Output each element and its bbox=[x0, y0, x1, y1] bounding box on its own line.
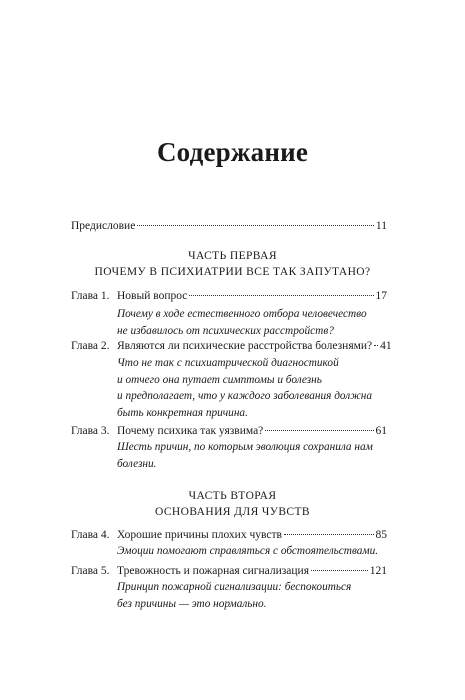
part-heading bbox=[0, 248, 465, 280]
chapter-number: Глава 2. bbox=[71, 340, 110, 352]
entry-page: 85 bbox=[375, 529, 387, 541]
chapter-description: Почему в ходе естественного отбора человечество не избавилось от психических расстройств? bbox=[117, 308, 367, 337]
toc-entry-chapter-5[interactable] bbox=[117, 564, 387, 578]
dot-leader bbox=[189, 295, 373, 296]
dot-leader bbox=[265, 430, 373, 431]
part-number: ЧАСТЬ ВТОРАЯ bbox=[188, 490, 277, 502]
entry-page: 17 bbox=[375, 290, 387, 302]
entry-label: Почему психика так уязвима? bbox=[117, 425, 264, 437]
entry-page: 11 bbox=[375, 220, 387, 232]
chapter-number: Глава 3. bbox=[71, 425, 110, 437]
chapter-number: Глава 4. bbox=[71, 529, 110, 541]
entry-label: Тревожность и пожарная сигнализация bbox=[117, 565, 309, 577]
toc-entry-preface[interactable] bbox=[71, 219, 387, 233]
part-heading bbox=[0, 488, 465, 520]
chapter-description: Эмоции помогают справляться с обстоятельствами. bbox=[117, 545, 379, 557]
part-title: ПОЧЕМУ В ПСИХИАТРИИ ВСЕ ТАК ЗАПУТАНО? bbox=[94, 266, 371, 278]
entry-page: 41 bbox=[380, 340, 392, 352]
entry-label: Предисловие bbox=[71, 220, 136, 232]
dot-leader bbox=[137, 225, 374, 226]
toc-entry-chapter-4[interactable] bbox=[117, 528, 387, 542]
part-title: ОСНОВАНИЯ ДЛЯ ЧУВСТВ bbox=[155, 506, 310, 518]
toc-title: Содержание bbox=[156, 137, 309, 167]
chapter-number: Глава 5. bbox=[71, 565, 110, 577]
entry-label: Новый вопрос bbox=[117, 290, 188, 302]
entry-page: 121 bbox=[369, 565, 387, 577]
toc-entry-chapter-3[interactable] bbox=[117, 424, 387, 438]
entry-label: Хорошие причины плохих чувств bbox=[117, 529, 282, 541]
chapter-description: Принцип пожарной сигнализации: беспокоиться без причины — это нормально. bbox=[117, 581, 352, 610]
entry-page: 61 bbox=[375, 425, 387, 437]
chapter-description: Шесть причин, по которым эволюция сохранила нам болезни. bbox=[117, 441, 373, 470]
toc-entry-chapter-2[interactable] bbox=[117, 339, 392, 353]
toc-entry-chapter-1[interactable] bbox=[117, 289, 387, 303]
chapter-number: Глава 1. bbox=[71, 290, 110, 302]
dot-leader bbox=[374, 345, 378, 346]
chapter-description: Что не так с психиатрической диагностикой и отчего она путает симптомы и болезнь и предполагает, что у каждого заболевания должна быть конкретная причина. bbox=[117, 357, 372, 419]
part-number: ЧАСТЬ ПЕРВАЯ bbox=[188, 250, 277, 262]
entry-label: Являются ли психические расстройства болезнями? bbox=[117, 340, 373, 352]
dot-leader bbox=[311, 570, 368, 571]
dot-leader bbox=[284, 534, 374, 535]
